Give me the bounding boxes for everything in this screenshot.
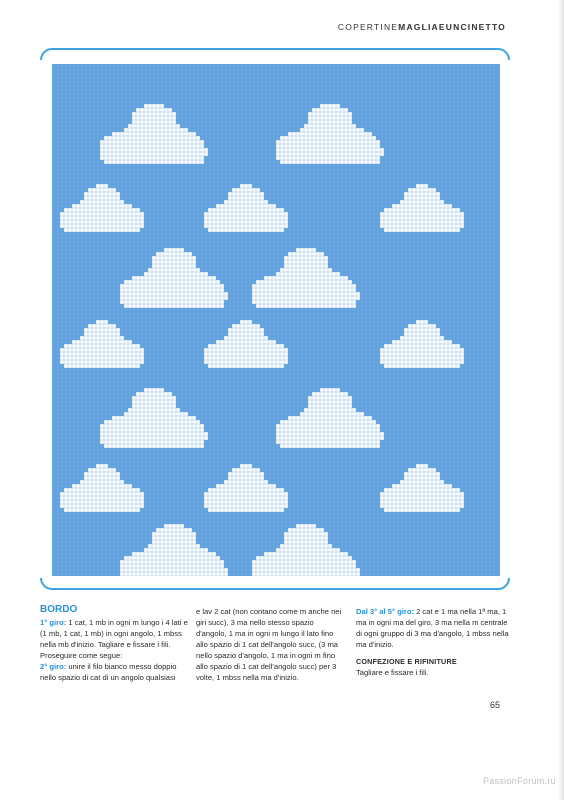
- instructions-column-2: [196, 606, 346, 683]
- finishing-heading: CONFEZIONE E RIFINITURE: [356, 657, 457, 666]
- cloud-blanket-chart: [52, 64, 500, 576]
- round-1-paragraph: [40, 617, 188, 650]
- chart-frame-top: [40, 48, 510, 60]
- round-2-heading: 2° giro:: [40, 662, 67, 671]
- rounds-3-5-text: 2 cat e 1 ma nella 1ª ma, 1 ma in ogni ma del giro, 3 ma nella m centrale di ogni gruppo di 3 ma d'angolo, 1 mbss nella ma d'inizio.: [356, 607, 509, 649]
- instructions-column-1: [40, 603, 188, 683]
- instructions-column-3: [356, 606, 510, 678]
- page-number: 65: [490, 700, 501, 710]
- round-1-heading: 1° giro:: [40, 618, 67, 627]
- round-2-text: unire il filo bianco messo doppio nello spazio di cat di un angolo qualsiasi: [40, 662, 177, 682]
- continue-paragraph: Proseguire come segue:: [40, 651, 123, 660]
- round-2-paragraph: [40, 661, 188, 683]
- header-title: MAGLIAEUNCINETTO: [398, 22, 506, 32]
- section-title-bordo: BORDO: [40, 604, 78, 615]
- round-1-text: 1 cat, 1 mb in ogni m lungo i 4 lati e (1 mb, 1 cat, 1 mb) in ogni angolo, 1 mbss nella mb d'inizio. Tagliare e fissare i fili.: [40, 618, 188, 649]
- chart-frame-bottom: [40, 578, 510, 590]
- watermark: PassionForum.ru: [482, 776, 556, 786]
- rounds-3-5-paragraph: [356, 606, 510, 650]
- header-prefix: COPERTINE: [337, 22, 399, 32]
- page-edge-shadow: [558, 0, 564, 800]
- round-2-continued: e lav 2 cat (non contano come m anche nei giri succ), 3 ma nello stesso spazio d'angolo, 1 ma in ogni m lungo il lato fino allo spazio di 1 cat dell'angolo succ, (3 ma nello spazio d'angolo, 1 ma in ogni m fino allo spazio di 1 cat dell'angolo succ) per 3 volte, 1 mbss nella ma d'inizio.: [196, 607, 342, 682]
- rounds-3-5-heading: Dal 3° al 5° giro:: [356, 607, 414, 616]
- finishing-text: Tagliare e fissare i fili.: [356, 668, 429, 677]
- magazine-header: [338, 22, 506, 32]
